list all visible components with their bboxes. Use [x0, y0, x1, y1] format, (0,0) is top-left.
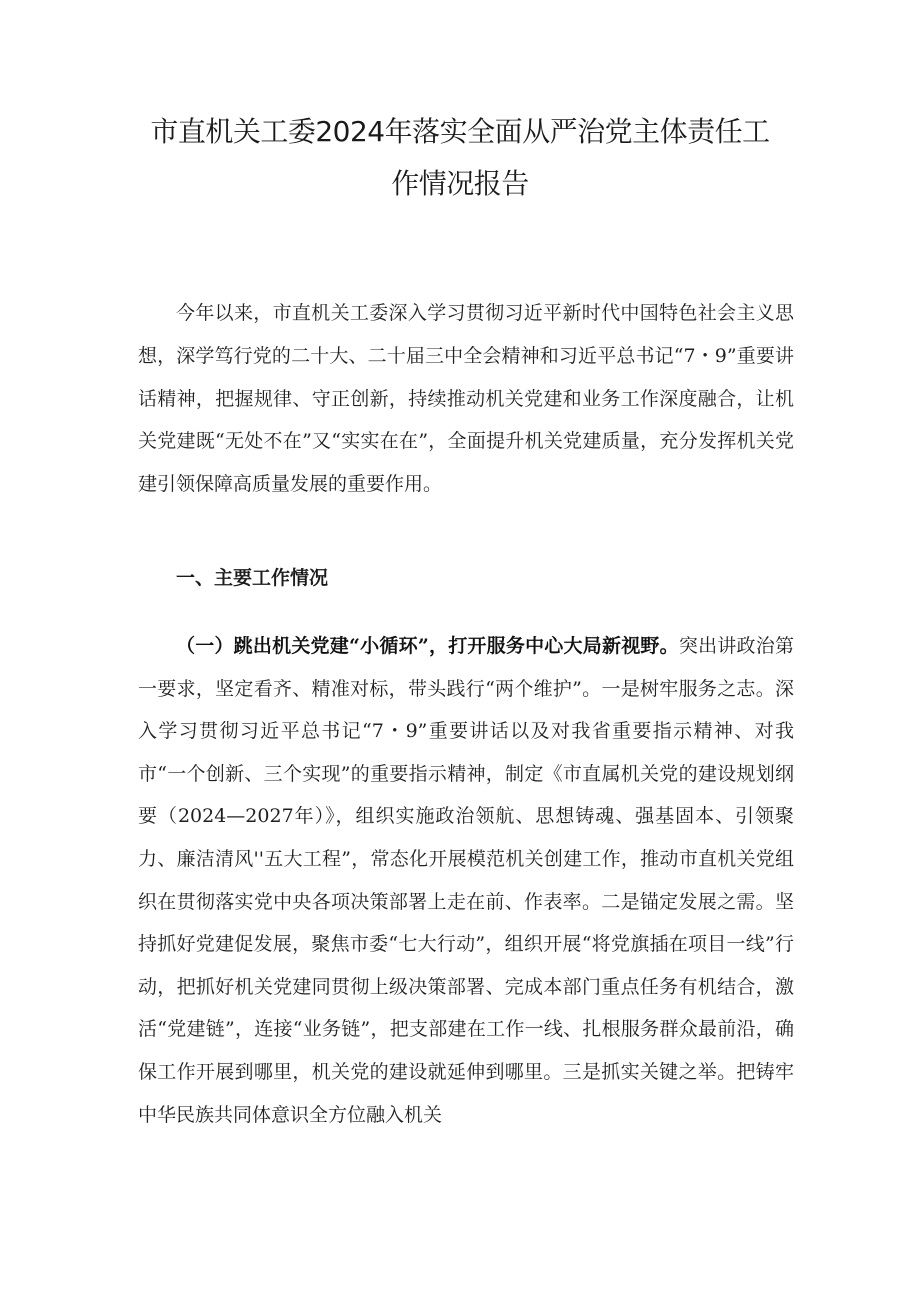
- intro-paragraph: 今年以来，市直机关工委深入学习贯彻习近平新时代中国特色社会主义思想，深学笃行党的二十大、二十届三中全会精神和习近平总书记“7・9”重要讲话精神，把握规律、守正创新，持续推动机关党建和业务工作深度融合，让机关党建既“无处不在”又“实实在在”，全面提升机关党建质量，充分发挥机关党建引领保障高质量发展的重要作用。: [138, 302, 794, 496]
- subsection-paragraph: [138, 625, 794, 1136]
- subsection-lead: （一）跳出机关党建“小循环”，打开服务中心大局新视野。: [176, 635, 679, 657]
- section-heading: 一、主要工作情况: [176, 567, 329, 589]
- document-title-line-2: 作情况报告: [391, 167, 529, 200]
- document-title-line-1: 市直机关工委2024年落实全面从严治党主体责任工: [150, 115, 770, 148]
- subsection-body: 突出讲政治第一要求，坚定看齐、精准对标，带头践行“两个维护”。一是树牢服务之志。深入学习贯彻习近平总书记“7・9”重要讲话以及对我省重要指示精神、对我市“一个创新、三个实现”的重要指示精神，制定《市直属机关党的建设规划纲要（2024—2027年）》，组织实施政治领航、思想铸魂、强基固本、引领聚力、廉洁清风''五大工程”，常态化开展模范机关创建工作，推动市直机关党组织在贯彻落实党中央各项决策部署上走在前、作表率。二是锚定发展之需。坚持抓好党建促发展，聚焦市委“七大行动”，组织开展“将党旗插在项目一线”行动，把抓好机关党建同贯彻上级决策部署、完成本部门重点任务有机结合，激活“党建链”，连接“业务链”，把支部建在工作一线、扎根服务群众最前沿，确保工作开展到哪里，机关党的建设就延伸到哪里。三是抓实关键之举。把铸牢中华民族共同体意识全方位融入机关: [138, 635, 794, 1126]
